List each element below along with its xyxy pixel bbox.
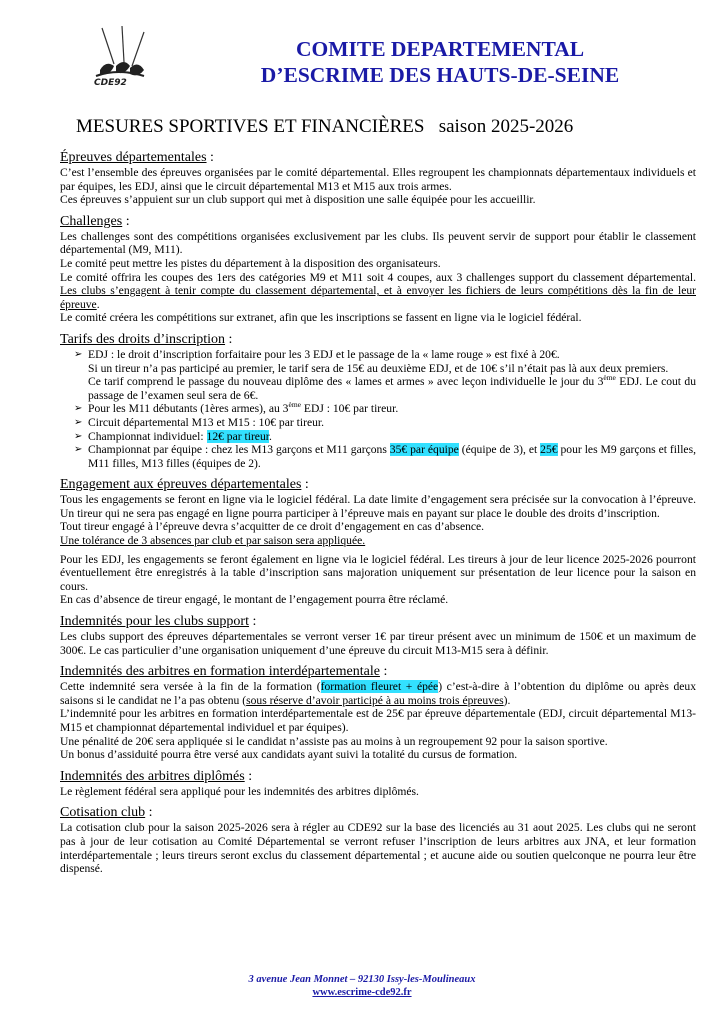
- title-main: MESURES SPORTIVES ET FINANCIÈRES: [76, 116, 425, 137]
- arrow-bullet-icon: ➢: [74, 430, 83, 442]
- footer-address: 3 avenue Jean Monnet – 92130 Issy-les-Moulineaux: [248, 974, 476, 985]
- cde92-logo: [72, 26, 162, 96]
- arrow-bullet-icon: ➢: [74, 348, 83, 360]
- section-title-tarifs: Tarifs des droits d’inscription :: [60, 331, 233, 347]
- paragraph: Ces épreuves s’appuient sur un club support qui met à disposition une salle équipée pour les accueillir.: [60, 193, 536, 207]
- arrow-bullet-icon: ➢: [74, 444, 83, 456]
- paragraph: Cette indemnité sera versée à la fin de la formation (formation fleuret + épée) c’est-à-dire à l’obtention du diplôme ou après deux saisons si le candidat ne l’a pas obtenu (sous réserve d’avoir participé à au moins trois épreuves).: [60, 680, 696, 707]
- paragraph: Le comité créera les compétitions sur extranet, afin que les inscriptions se fassent en ligne via le logiciel fédéral.: [60, 311, 582, 325]
- logo-text: CDE92: [94, 78, 127, 88]
- highlighted-text: formation fleuret + épée: [320, 680, 439, 694]
- paragraph: Le comité peut mettre les pistes du département à la disposition des organisateurs.: [60, 256, 441, 270]
- paragraph: Un bonus d’assiduité pourra être versé aux candidats ayant suivi la totalité du cursus de formation.: [60, 748, 518, 762]
- list-item: ➢ Championnat individuel: 12€ par tireur.: [74, 429, 272, 443]
- paragraph: La cotisation club pour la saison 2025-2026 sera à régler au CDE92 sur la base des licenciés au 31 aout 2025. Les clubs qui ne seront pas à jour de leur cotisation au Comité Départemental se verront refuser l’inscription de leurs arbitres aux JNA, et leur formation interdépartementale ; leurs tireurs seront exclus du classement départemental ; et aucune aide ou soutien quelconque ne pourra leur être dispensé.: [60, 821, 696, 876]
- section-title-challenges: Challenges :: [60, 213, 130, 229]
- header-line-2: D’ESCRIME DES HAUTS-DE-SEINE: [260, 63, 620, 87]
- paragraph: Une pénalité de 20€ sera appliquée si le candidat n’assiste pas au moins à un regroupement 92 pour la saison sportive.: [60, 734, 608, 748]
- section-title-indemnites-clubs: Indemnités pour les clubs support :: [60, 614, 257, 630]
- paragraph: L’indemnité pour les arbitres en formation interdépartementale est de 25€ par épreuve départementale (EDJ, circuit départemental M13-M15 et championnat départemental individuel et par équipes).: [60, 707, 696, 734]
- section-title-epreuves: Épreuves départementales :: [60, 150, 214, 165]
- paragraph: C’est l’ensemble des épreuves organisées par le comité départemental. Elles regroupent les championnats départementaux individuels et par équipes, les EDJ, ainsi que le circuit départemental M13 et M15 aux trois armes.: [60, 166, 696, 193]
- paragraph: Les clubs support des épreuves départementales se verront verser 1€ par tireur présent avec un minimum de 150€ et un maximum de 300€. Le cas particulier d’une organisation uniquement d’une épreuve du circuit M13-M15 sera à définir.: [60, 630, 696, 657]
- arrow-bullet-icon: ➢: [74, 416, 83, 428]
- page-footer: [0, 973, 724, 999]
- organization-header: [200, 36, 680, 88]
- list-item: ➢ Pour les M11 débutants (1ères armes), au 3ème EDJ : 10€ par tireur.: [74, 400, 399, 416]
- highlighted-price: 35€ par équipe: [389, 443, 459, 457]
- paragraph: Une tolérance de 3 absences par club et par saison sera appliquée.: [60, 534, 366, 548]
- section-title-engagement: Engagement aux épreuves départementales :: [60, 477, 309, 493]
- arrow-bullet-icon: ➢: [74, 403, 83, 415]
- highlighted-price: 12€ par tireur: [206, 429, 269, 443]
- document-body: [60, 150, 696, 876]
- paragraph: Le comité offrira les coupes des 1ers des catégories M9 et M11 soit 4 coupes, aux 3 challenges support du classement départemental. Les clubs s’engagent à tenir compte du classement départemental, et à envoyer les fichiers de leurs compétitions dès la fin de leur épreuve.: [60, 270, 696, 311]
- paragraph: Tout tireur engagé à l’épreuve devra s’acquitter de ce droit d’engagement en cas d’absence.: [60, 520, 485, 534]
- list-item: ➢ Championnat par équipe : chez les M13 garçons et M11 garçons 35€ par équipe (équipe de 3), et 25€ pour les M9 garçons et filles, M11 filles, M13 filles (équipes de 2).: [74, 443, 696, 470]
- footer-website-link[interactable]: www.escrime-cde92.fr: [312, 987, 412, 998]
- section-title-indemnites-arbitres-formation: Indemnités des arbitres en formation interdépartementale :: [60, 664, 388, 680]
- section-title-indemnites-arbitres-diplomes: Indemnités des arbitres diplômés :: [60, 768, 253, 784]
- section-title-cotisation: Cotisation club :: [60, 805, 153, 821]
- title-season: saison 2025-2026: [438, 116, 574, 137]
- paragraph: Tous les engagements se feront en ligne via le logiciel fédéral. La date limite d’engagement sera précisée sur la convocation à l’épreuve. Un tireur qui ne sera pas engagé en ligne pourra participer à l’épreuve mais en payant sur place le double des droits d’inscription.: [60, 493, 696, 520]
- list-item: ➢ EDJ : le droit d’inscription forfaitaire pour les 3 EDJ et le passage de la « lame rouge » est fixé à 20€. Si un tireur n’a pas participé au premier, le tarif sera de 15€ au deuxième EDJ, et de 10€ s’il n’était pas là aux deux premiers. Ce tarif comprend le passage du nouveau diplôme des « lames et armes » avec leçon individuelle le jour du 3ème EDJ. Le cout du passage de l’examen seul sera de 6€.: [74, 347, 696, 402]
- document-title: [76, 116, 676, 138]
- paragraph: En cas d’absence de tireur engagé, le montant de l’engagement pourra être réclamé.: [60, 593, 449, 607]
- tarifs-list: [60, 348, 696, 470]
- paragraph: Le règlement fédéral sera appliqué pour les indemnités des arbitres diplômés.: [60, 784, 419, 798]
- header-line-1: COMITE DEPARTEMENTAL: [295, 37, 585, 61]
- highlighted-price: 25€: [540, 443, 558, 457]
- paragraph: Les challenges sont des compétitions organisées exclusivement par les clubs. Ils peuvent servir de support pour établir le classement départemental (M9, M11).: [60, 229, 696, 257]
- paragraph: Pour les EDJ, les engagements se feront également en ligne via le logiciel fédéral. Les tireurs à jour de leur licence 2025-2026 pourront éventuellement être enregistrés à la table d’inscription sans majoration uniquement sur présentation de leur licence pour la saison en cours.: [60, 552, 696, 593]
- list-item: ➢ Circuit départemental M13 et M15 : 10€ par tireur.: [74, 415, 325, 429]
